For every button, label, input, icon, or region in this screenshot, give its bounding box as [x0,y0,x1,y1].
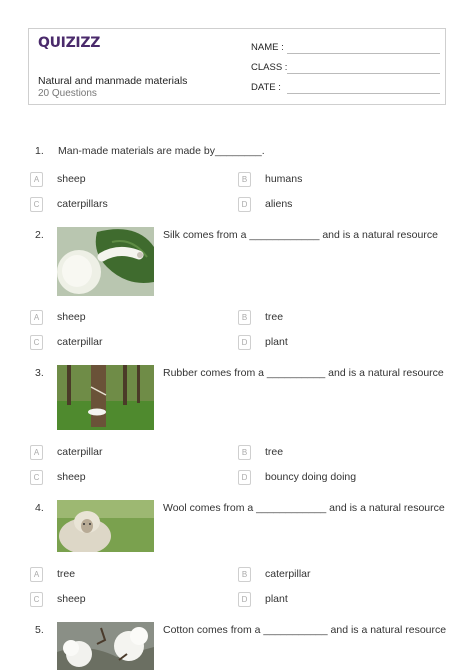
option-text: plant [265,593,288,605]
class-line [287,73,440,74]
option-letter: A [30,567,43,582]
cotton-plant-image [57,622,154,670]
option-text: caterpillar [265,568,311,580]
option-letter: D [238,335,251,350]
worksheet-header [28,28,446,105]
name-line [287,53,440,54]
option-letter: B [238,567,251,582]
option-text: bouncy doing doing [265,471,357,483]
date-line [287,93,440,94]
question-number: 2. [35,229,44,241]
option-text: tree [57,568,76,580]
option-letter: C [30,335,43,350]
question-count: 20 Questions [38,88,97,99]
option-text: sheep [57,471,86,483]
class-label: CLASS : [251,62,288,73]
option-letter: D [238,470,251,485]
option-letter: A [30,310,43,325]
question-number: 1. [35,145,44,157]
question-number: 5. [35,624,44,636]
option-letter: C [30,197,43,212]
worksheet-title: Natural and manmade materials [38,75,188,87]
class-field[interactable] [251,62,287,73]
option-letter: A [30,172,43,187]
silk-cocoon-image [57,227,154,296]
question-text: Wool comes from a ____________ and is a natural resource [163,502,445,514]
option-letter: C [30,470,43,485]
option-text: sheep [57,173,86,185]
option-text: humans [265,173,303,185]
rubber-tree-image [57,365,154,430]
option-text: sheep [57,593,86,605]
question-text: Man-made materials are made by________. [58,145,265,157]
option-text: caterpillars [57,198,108,210]
question-number: 3. [35,367,44,379]
question-text: Cotton comes from a ___________ and is a natural resource [163,624,447,636]
option-letter: A [30,445,43,460]
option-letter: C [30,592,43,607]
date-label: DATE : [251,82,281,93]
question-text: Silk comes from a ____________ and is a natural resource [163,229,438,241]
option-letter: D [238,197,251,212]
sheep-image [57,500,154,552]
date-field[interactable] [251,82,281,93]
option-text: tree [265,446,284,458]
quizizz-logo: QUIZIZZ [38,35,101,51]
question-text: Rubber comes from a __________ and is a natural resource [163,367,444,379]
option-text: tree [265,311,284,323]
question-number: 4. [35,502,44,514]
option-text: sheep [57,311,86,323]
option-letter: B [238,172,251,187]
option-letter: B [238,445,251,460]
option-text: aliens [265,198,293,210]
option-letter: B [238,310,251,325]
option-text: plant [265,336,288,348]
name-field[interactable] [251,42,284,53]
option-letter: D [238,592,251,607]
option-text: caterpillar [57,446,103,458]
option-text: caterpillar [57,336,103,348]
name-label: NAME : [251,42,284,53]
